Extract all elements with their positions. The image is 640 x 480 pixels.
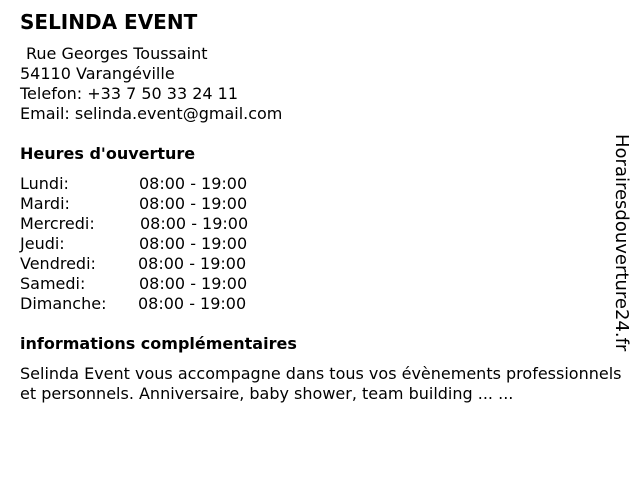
phone-number: Telefon: +33 7 50 33 24 11 [20, 84, 239, 103]
day-label: Jeudi: [20, 234, 65, 253]
opening-hours-list [20, 174, 290, 314]
hours-row-friday [20, 254, 290, 274]
day-label: Lundi: [20, 174, 69, 193]
hours-row-saturday [20, 274, 290, 294]
day-label: Samedi: [20, 274, 86, 293]
time-range: 08:00 - 19:00 [140, 214, 249, 233]
hours-row-sunday [20, 294, 290, 314]
site-watermark: Horairesdouverture24.fr [611, 134, 632, 352]
hours-row-thursday [20, 234, 290, 254]
time-range: 08:00 - 19:00 [138, 294, 247, 313]
hours-row-wednesday [20, 214, 290, 234]
day-label: Mardi: [20, 194, 70, 213]
time-range: 08:00 - 19:00 [139, 174, 248, 193]
day-label: Dimanche: [20, 294, 107, 313]
additional-info-heading: informations complémentaires [20, 334, 297, 353]
email-address: Email: selinda.event@gmail.com [20, 104, 283, 123]
address-city: 54110 Varangéville [20, 64, 175, 83]
opening-hours-heading: Heures d'ouverture [20, 144, 196, 163]
additional-info-text: Selinda Event vous accompagne dans tous vos évènements professionnels et personnels. Anniversaire, baby shower, team building ... ... [20, 364, 622, 403]
time-range: 08:00 - 19:00 [139, 234, 248, 253]
time-range: 08:00 - 19:00 [139, 274, 248, 293]
day-label: Mercredi: [20, 214, 95, 233]
business-card [20, 10, 620, 470]
hours-row-tuesday [20, 194, 290, 214]
day-label: Vendredi: [20, 254, 96, 273]
time-range: 08:00 - 19:00 [139, 194, 248, 213]
hours-row-monday [20, 174, 290, 194]
time-range: 08:00 - 19:00 [138, 254, 247, 273]
address-street: Rue Georges Toussaint [26, 44, 208, 63]
business-name: SELINDA EVENT [20, 10, 198, 34]
contact-block [20, 44, 282, 124]
